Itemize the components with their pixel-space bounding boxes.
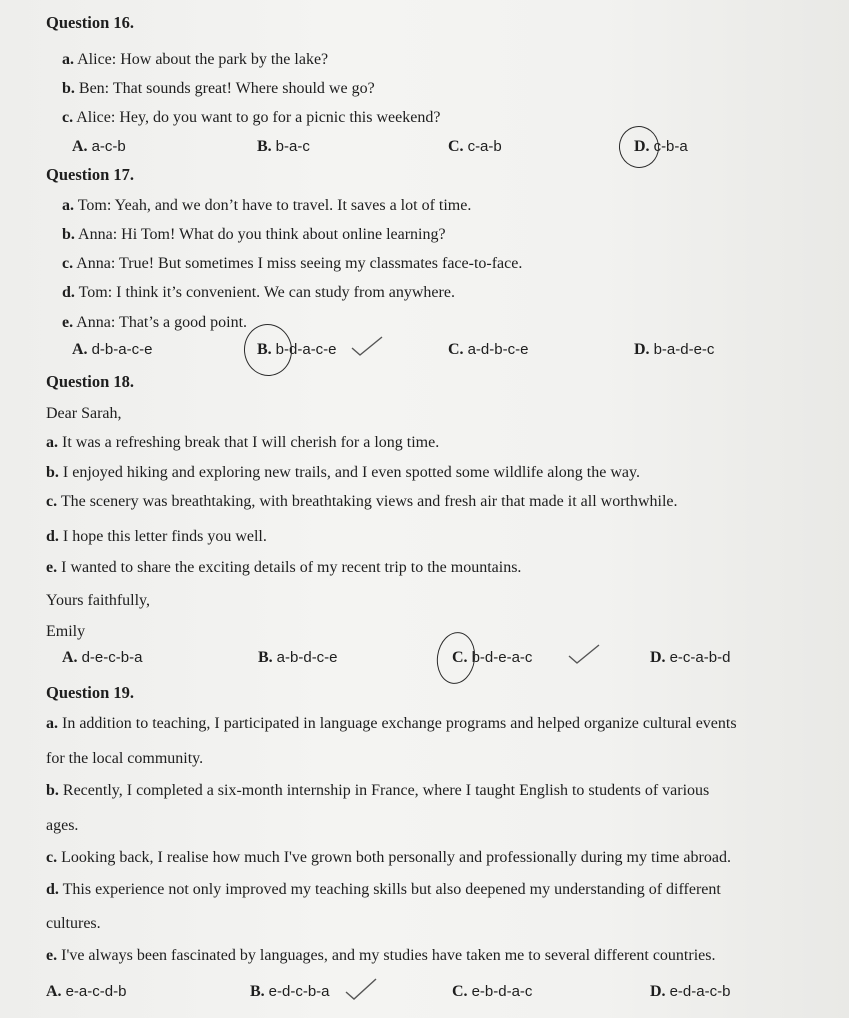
q18-closing: Yours faithfully,: [46, 592, 151, 609]
q17-item-c: c. Anna: True! But sometimes I miss seeing my classmates face-to-face.: [62, 255, 523, 272]
question-16-title: Question 16.: [46, 13, 135, 32]
q17-item-e: e. Anna: That’s a good point.: [62, 314, 248, 331]
question-18-title: Question 18.: [46, 372, 135, 391]
q16-option-c[interactable]: C. c-a-b: [448, 138, 502, 155]
q19-item-b-cont: ages.: [46, 817, 79, 834]
q19-option-b[interactable]: B. e-d-c-b-a: [250, 983, 330, 1000]
q16-option-a[interactable]: A. a-c-b: [72, 138, 126, 155]
q18-signature: Emily: [46, 623, 86, 640]
q17-option-d[interactable]: D. b-a-d-e-c: [634, 341, 715, 358]
q17-option-b[interactable]: B. b-d-a-c-e: [257, 341, 337, 358]
q18-option-a[interactable]: A. d-e-c-b-a: [62, 649, 143, 666]
q16-item-b: b. Ben: That sounds great! Where should we go?: [62, 80, 375, 97]
q17-item-d: d. Tom: I think it’s convenient. We can study from anywhere.: [62, 284, 455, 301]
q18-item-b: b. I enjoyed hiking and exploring new trails, and I even spotted some wildlife along the way.: [46, 464, 640, 481]
q16-item-a: a. Alice: How about the park by the lake?: [62, 51, 329, 68]
q19-item-e: e. I've always been fascinated by languages, and my studies have taken me to several different countries.: [46, 947, 716, 964]
q19-option-a[interactable]: A. e-a-c-d-b: [46, 983, 127, 1000]
q18-option-b[interactable]: B. a-b-d-c-e: [258, 649, 338, 666]
q18-item-e: e. I wanted to share the exciting details of my recent trip to the mountains.: [46, 559, 522, 576]
q19-item-d: d. This experience not only improved my teaching skills but also deepened my understanding of different: [46, 881, 721, 898]
q19-item-a: a. In addition to teaching, I participated in language exchange programs and helped organize cultural events: [46, 715, 737, 732]
q18-option-c[interactable]: C. b-d-e-a-c: [452, 649, 533, 666]
q19-item-b: b. Recently, I completed a six-month internship in France, where I taught English to students of various: [46, 782, 710, 799]
q18-item-c: c. The scenery was breathtaking, with breathtaking views and fresh air that made it all worthwhile.: [46, 493, 678, 510]
q16-option-b[interactable]: B. b-a-c: [257, 138, 310, 155]
q18-greeting: Dear Sarah,: [46, 405, 122, 422]
q16-item-c: c. Alice: Hey, do you want to go for a picnic this weekend?: [62, 109, 441, 126]
q19-check-mark-icon: [344, 976, 378, 1002]
q16-option-d[interactable]: D. c-b-a: [634, 138, 688, 155]
q19-item-a-cont: for the local community.: [46, 750, 204, 767]
q19-item-c: c. Looking back, I realise how much I've grown both personally and professionally during my time abroad.: [46, 849, 731, 866]
q18-check-mark-icon: [567, 642, 601, 666]
q17-item-a: a. Tom: Yeah, and we don’t have to travel. It saves a lot of time.: [62, 197, 472, 214]
q17-check-mark-icon: [350, 334, 384, 358]
q18-option-d[interactable]: D. e-c-a-b-d: [650, 649, 731, 666]
q19-item-d-cont: cultures.: [46, 915, 101, 932]
q19-option-c[interactable]: C. e-b-d-a-c: [452, 983, 533, 1000]
q17-option-a[interactable]: A. d-b-a-c-e: [72, 341, 153, 358]
q18-item-d: d. I hope this letter finds you well.: [46, 528, 267, 545]
q17-item-b: b. Anna: Hi Tom! What do you think about online learning?: [62, 226, 446, 243]
q19-option-d[interactable]: D. e-d-a-c-b: [650, 983, 731, 1000]
question-17-title: Question 17.: [46, 165, 135, 184]
q18-item-a: a. It was a refreshing break that I will cherish for a long time.: [46, 434, 440, 451]
q17-option-c[interactable]: C. a-d-b-c-e: [448, 341, 529, 358]
question-19-title: Question 19.: [46, 683, 135, 702]
